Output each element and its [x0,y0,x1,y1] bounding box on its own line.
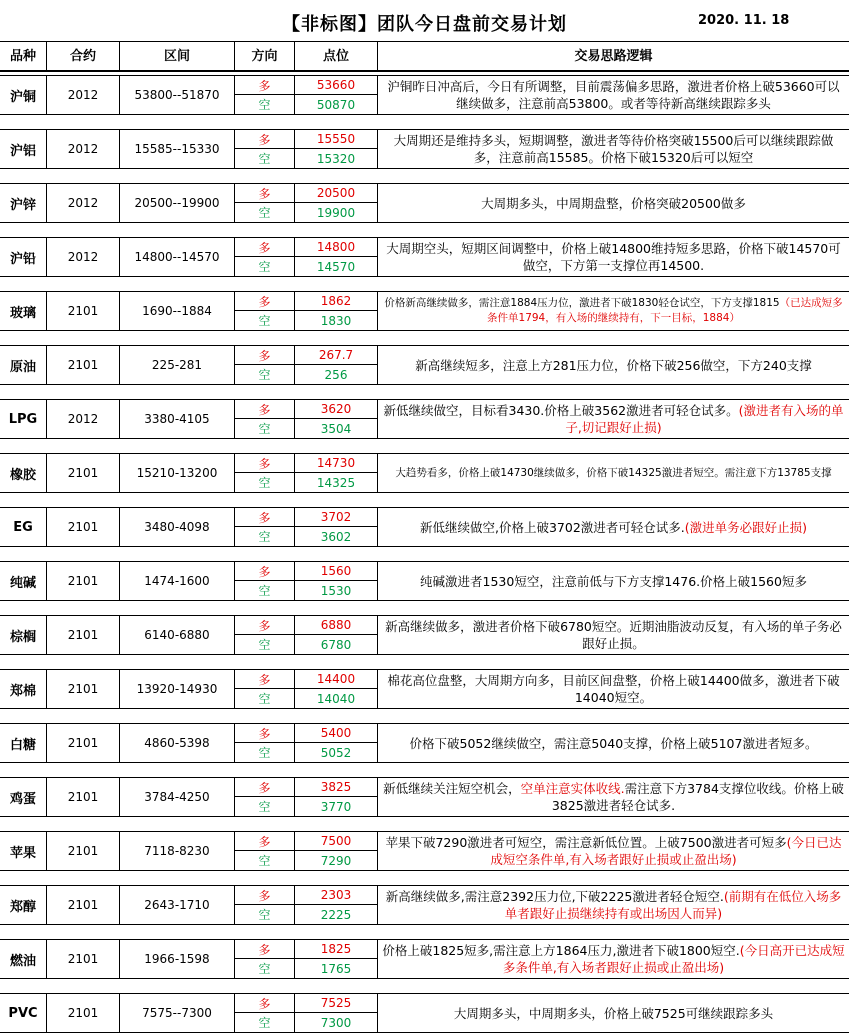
price-short: 7300 [320,1015,352,1030]
trade-logic [378,832,849,870]
trade-logic-text: 新低继续做空，目标看3430.价格上破3562激进者可轻仓试多。(激进者有入场的单子,切记跟好止损) [383,403,844,435]
direction-long: 多 [235,76,294,95]
trade-logic-text: 棉花高位盘整，大周期方向多，目前区间盘整，价格上破14400做多，激进者下破14040短空。 [387,673,840,705]
price-cell [295,562,378,600]
price-long: 3702 [295,508,377,527]
commodity-name: EG [0,508,47,546]
header-name: 品种 [0,42,47,72]
direction-long: 多 [235,670,294,689]
direction-short: 空 [258,422,271,436]
trade-logic [378,400,849,438]
contract-month: 2012 [47,130,120,168]
direction-long: 多 [235,832,294,851]
header-range: 区间 [120,42,235,72]
commodity-name: 鸡蛋 [0,778,47,816]
price-cell [295,346,378,384]
direction-long: 多 [235,346,294,365]
direction-cell [235,670,295,708]
table-row [0,615,849,655]
price-range: 1690--1884 [120,292,235,330]
direction-short: 空 [258,152,271,166]
table-header [0,42,849,72]
price-short: 14570 [316,259,356,274]
table-row [0,831,849,871]
direction-short: 空 [258,98,271,112]
direction-long: 多 [235,508,294,527]
trade-logic-note: (今日已达成短空条件单,有入场者跟好止损或止盈出场) [490,835,842,867]
trade-logic-text: 大周期多头，中周期盘整，价格突破20500做多 [481,195,746,211]
trade-logic-text: 大周期多头，中周期多头，价格上破7525可继续跟踪多头 [453,1005,774,1021]
direction-long: 多 [235,292,294,311]
price-range: 7118-8230 [120,832,235,870]
direction-cell [235,562,295,600]
price-cell [295,454,378,492]
price-cell [295,130,378,168]
table-row [0,291,849,331]
header-direction: 方向 [235,42,295,72]
table-row [0,75,849,115]
table-row [0,723,849,763]
price-long: 267.7 [295,346,377,365]
price-range: 3480-4098 [120,508,235,546]
price-cell [295,184,378,222]
price-cell [295,940,378,978]
trade-logic-note: 空单注意实体收线. [520,781,625,796]
price-long: 14400 [295,670,377,689]
table-row [0,183,849,223]
trade-logic-text: 大周期还是维持多头，短期调整，激进者等待价格突破15500后可以继续跟踪做多，注意前高15585。价格下破15320后可以短空 [393,133,834,165]
price-short: 14325 [316,475,356,490]
trade-logic [378,508,849,546]
direction-cell [235,76,295,114]
trade-logic [378,130,849,168]
direction-cell [235,508,295,546]
contract-month: 2101 [47,670,120,708]
price-long: 3620 [295,400,377,419]
trade-logic-note: (激进单务必跟好止损) [684,519,808,535]
price-range: 7575--7300 [120,994,235,1032]
table-row [0,885,849,925]
price-cell [295,778,378,816]
trade-logic-text: 大周期空头，短期区间调整中，价格上破14800维持短多思路，价格下破14570可做空，下方第一支撑位再14500. [386,241,841,273]
trade-logic [378,184,849,222]
price-long: 1560 [295,562,377,581]
price-short: 5052 [320,745,352,760]
trade-logic-note: (激进者有入场的单子,切记跟好止损) [565,403,844,435]
direction-cell [235,292,295,330]
contract-month: 2101 [47,832,120,870]
table-row [0,777,849,817]
price-cell [295,994,378,1032]
price-cell [295,832,378,870]
price-short: 7290 [320,853,352,868]
trade-logic [378,940,849,978]
contract-month: 2012 [47,184,120,222]
direction-short: 空 [258,962,271,976]
price-range: 15210-13200 [120,454,235,492]
contract-month: 2101 [47,940,120,978]
direction-short: 空 [258,1016,271,1030]
direction-cell [235,940,295,978]
title-bar [0,0,849,42]
price-long: 53660 [295,76,377,95]
direction-cell [235,994,295,1032]
trade-logic-text: 苹果下破7290激进者可短空，需注意新低位置。上破7500激进者可短多(今日已达成短空条件单,有入场者跟好止损或止盈出场) [385,835,842,867]
price-short: 3602 [320,529,352,544]
trade-logic [378,454,849,492]
price-range: 3380-4105 [120,400,235,438]
trade-logic-text: 新低继续关注短空机会，空单注意实体收线.需注意下方3784支撑位收线。价格上破3825激进者轻仓试多. [383,781,844,813]
price-range: 2643-1710 [120,886,235,924]
price-short: 19900 [316,205,356,220]
price-short: 3770 [320,799,352,814]
direction-long: 多 [235,778,294,797]
table-row [0,399,849,439]
trade-logic [378,994,849,1032]
commodity-name: 原油 [0,346,47,384]
trade-logic-text: 新高继续短多，注意上方281压力位，价格下破256做空，下方240支撑 [415,357,812,373]
trade-logic-text: 新高继续做多,需注意2392压力位,下破2225激进者轻仓短空.(前期有在低位入场多单者跟好止损继续持有或出场因人而异) [385,889,842,921]
contract-month: 2101 [47,778,120,816]
price-range: 53800--51870 [120,76,235,114]
trade-logic [378,886,849,924]
price-short: 3504 [320,421,352,436]
direction-cell [235,832,295,870]
contract-month: 2101 [47,994,120,1032]
table-row [0,345,849,385]
trade-logic [378,292,849,330]
direction-cell [235,184,295,222]
trade-logic-note: （已达成短多条件单1794，有入场的继续持有，下一目标，1884） [487,297,843,324]
direction-long: 多 [235,724,294,743]
commodity-name: LPG [0,400,47,438]
trade-logic [378,562,849,600]
direction-short: 空 [258,746,271,760]
contract-month: 2101 [47,346,120,384]
page-title: 【非标图】团队今日盘前交易计划 [282,14,567,35]
price-long: 1862 [295,292,377,311]
commodity-name: 苹果 [0,832,47,870]
direction-cell [235,886,295,924]
trade-logic-note: (前期有在低位入场多单者跟好止损继续持有或出场因人而异) [504,889,842,921]
table-row [0,561,849,601]
price-short: 1530 [320,583,352,598]
price-range: 1474-1600 [120,562,235,600]
price-cell [295,886,378,924]
table-row [0,453,849,493]
price-long: 2303 [295,886,377,905]
price-long: 7500 [295,832,377,851]
direction-long: 多 [235,400,294,419]
price-range: 6140-6880 [120,616,235,654]
direction-cell [235,400,295,438]
commodity-name: 沪铝 [0,130,47,168]
table-row [0,669,849,709]
direction-cell [235,616,295,654]
direction-short: 空 [258,692,271,706]
price-long: 15550 [295,130,377,149]
trade-logic [378,670,849,708]
direction-short: 空 [258,314,271,328]
price-long: 3825 [295,778,377,797]
price-cell [295,508,378,546]
contract-month: 2101 [47,562,120,600]
contract-month: 2101 [47,616,120,654]
contract-month: 2012 [47,238,120,276]
trade-logic [378,238,849,276]
trade-logic-text: 价格上破1825短多,需注意上方1864压力,激进者下破1800短空.(今日高开已达成短多条件单,有入场者跟好止损或止盈出场) [382,943,845,975]
price-range: 1966-1598 [120,940,235,978]
commodity-name: 沪铅 [0,238,47,276]
price-short: 256 [324,367,348,382]
trade-logic-text: 纯碱激进者1530短空，注意前低与下方支撑1476.价格上破1560短多 [420,573,807,589]
direction-long: 多 [235,616,294,635]
price-long: 20500 [295,184,377,203]
commodity-name: 郑棉 [0,670,47,708]
contract-month: 2101 [47,886,120,924]
price-range: 13920-14930 [120,670,235,708]
price-long: 14730 [295,454,377,473]
price-range: 3784-4250 [120,778,235,816]
header-logic: 交易思路逻辑 [574,49,653,64]
price-cell [295,76,378,114]
price-short: 15320 [316,151,356,166]
direction-short: 空 [258,260,271,274]
price-short: 6780 [320,637,352,652]
price-long: 7525 [295,994,377,1013]
trade-logic [378,346,849,384]
price-long: 14800 [295,238,377,257]
price-cell [295,670,378,708]
price-range: 225-281 [120,346,235,384]
direction-long: 多 [235,454,294,473]
trade-logic-note: (今日高开已达成短多条件单,有入场者跟好止损或止盈出场) [502,943,845,975]
price-long: 5400 [295,724,377,743]
price-range: 4860-5398 [120,724,235,762]
commodity-name: PVC [0,994,47,1032]
contract-month: 2101 [47,508,120,546]
direction-cell [235,346,295,384]
direction-long: 多 [235,994,294,1013]
price-cell [295,238,378,276]
direction-long: 多 [235,184,294,203]
direction-short: 空 [258,908,271,922]
trade-logic [378,616,849,654]
direction-cell [235,454,295,492]
table-row [0,939,849,979]
commodity-name: 橡胶 [0,454,47,492]
direction-cell [235,130,295,168]
price-range: 20500--19900 [120,184,235,222]
trade-logic [378,76,849,114]
direction-short: 空 [258,638,271,652]
direction-cell [235,724,295,762]
price-short: 1765 [320,961,352,976]
contract-month: 2101 [47,292,120,330]
price-long: 1825 [295,940,377,959]
price-short: 1830 [320,313,352,328]
direction-cell [235,238,295,276]
direction-short: 空 [258,854,271,868]
table-row [0,507,849,547]
commodity-name: 白糖 [0,724,47,762]
header-price: 点位 [295,42,378,72]
contract-month: 2101 [47,724,120,762]
contract-month: 2012 [47,76,120,114]
trade-logic-text: 价格新高继续做多，需注意1884压力位，激进者下破1830轻仓试空，下方支撑1815（已达成短多条件单1794，有入场的继续持有，下一目标，1884） [384,297,843,324]
contract-month: 2012 [47,400,120,438]
header-contract: 合约 [47,42,120,72]
direction-long: 多 [235,238,294,257]
trade-logic-text: 新高继续做多，激进者价格下破6780短空。近期油脂波动反复，有入场的单子务必跟好止损。 [385,619,842,651]
direction-long: 多 [235,940,294,959]
trade-logic [378,778,849,816]
price-short: 14040 [316,691,356,706]
commodity-name: 沪铜 [0,76,47,114]
direction-short: 空 [258,584,271,598]
direction-short: 空 [258,206,271,220]
table-row [0,993,849,1033]
price-range: 14800--14570 [120,238,235,276]
table-row [0,237,849,277]
direction-long: 多 [235,562,294,581]
commodity-name: 沪锌 [0,184,47,222]
price-cell [295,292,378,330]
direction-cell [235,778,295,816]
price-cell [295,724,378,762]
price-short: 2225 [320,907,352,922]
direction-short: 空 [258,800,271,814]
direction-long: 多 [235,130,294,149]
trade-logic-text: 新低继续做空,价格上破3702激进者可轻仓试多.(激进单务必跟好止损) [419,519,808,535]
price-cell [295,616,378,654]
commodity-name: 玻璃 [0,292,47,330]
commodity-name: 棕榈 [0,616,47,654]
price-long: 6880 [295,616,377,635]
table-row [0,129,849,169]
commodity-name: 郑醇 [0,886,47,924]
price-cell [295,400,378,438]
commodity-name: 纯碱 [0,562,47,600]
direction-short: 空 [258,476,271,490]
direction-short: 空 [258,530,271,544]
trade-logic-text: 价格下破5052继续做空，需注意5040支撑，价格上破5107激进者短多。 [409,735,818,751]
commodity-name: 燃油 [0,940,47,978]
price-short: 50870 [316,97,356,112]
direction-short: 空 [258,368,271,382]
trade-logic [378,724,849,762]
direction-long: 多 [235,886,294,905]
trade-logic-text: 沪铜昨日冲高后，今日有所调整，目前震荡偏多思路，激进者价格上破53660可以继续做多，注意前高53800。或者等待新高继续跟踪多头 [387,79,840,111]
contract-month: 2101 [47,454,120,492]
trade-logic-text: 大趋势看多，价格上破14730继续做多，价格下破14325激进者短空。需注意下方13785支撑 [395,466,832,479]
plan-date: 2020. 11. 18 [698,13,790,28]
price-range: 15585--15330 [120,130,235,168]
